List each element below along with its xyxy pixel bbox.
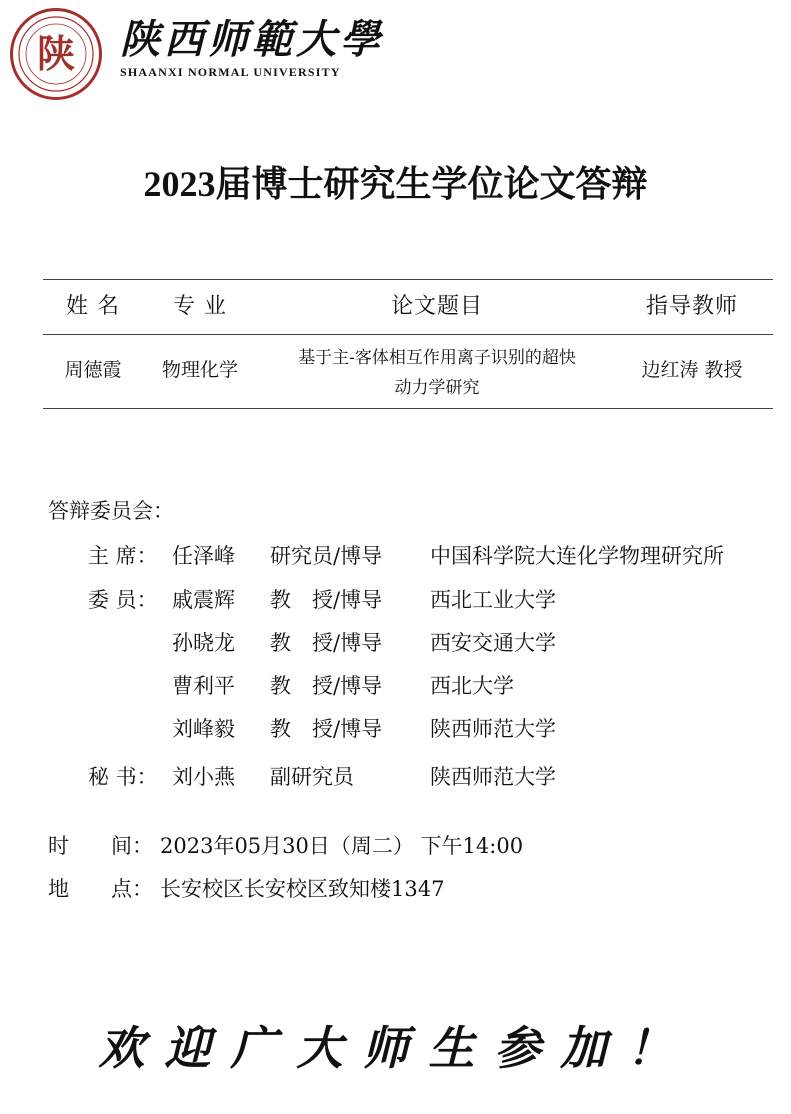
header-major: 专 业 (173, 294, 227, 319)
chair-role: 主 席： (88, 544, 158, 568)
cell-thesis-line1: 基于主-客体相互作用离子识别的超快 (298, 348, 576, 368)
table-bottom-rule (43, 408, 773, 409)
place-label: 地 点： (48, 877, 153, 901)
header-advisor: 指导教师 (645, 294, 738, 319)
university-name-en: SHAANXI NORMAL UNIVERSITY (120, 65, 341, 79)
member-title: 教 授/博导 (270, 631, 383, 655)
header-thesis-title: 论文题目 (390, 294, 483, 319)
members-role: 委 员： (88, 588, 158, 612)
member-name: 戚震辉 (172, 588, 235, 612)
member-org: 陕西师范大学 (430, 717, 556, 741)
member-org: 西北大学 (430, 674, 514, 698)
time-label: 时 间： (48, 834, 153, 858)
university-name-cn: 陕西师範大學 (120, 16, 384, 63)
time-value: 2023年05月30日（周二） 下午14:00 (160, 834, 524, 858)
table-top-rule (43, 279, 773, 280)
member-title: 教 授/博导 (270, 674, 383, 698)
member-title: 教 授/博导 (270, 588, 383, 612)
committee-heading: 答辩委员会： (48, 499, 174, 523)
member-name: 刘峰毅 (172, 717, 235, 741)
cell-advisor: 边红涛 教授 (641, 359, 743, 381)
chair-title: 研究员/博导 (270, 544, 383, 568)
member-title: 教 授/博导 (270, 717, 383, 741)
university-seal-logo (10, 8, 102, 100)
seal-character: 陕 (37, 31, 76, 76)
chair-org: 中国科学院大连化学物理研究所 (430, 544, 724, 568)
cell-major: 物理化学 (161, 359, 238, 381)
secretary-title: 副研究员 (270, 765, 354, 789)
member-name: 曹利平 (172, 674, 235, 698)
member-org: 西安交通大学 (430, 631, 556, 655)
page-title: 2023届博士研究生学位论文答辩 (143, 164, 648, 204)
secretary-role: 秘 书： (88, 765, 158, 789)
table-header-rule (43, 334, 773, 335)
secretary-org: 陕西师范大学 (430, 765, 556, 789)
header-name: 姓 名 (66, 294, 120, 319)
place-value: 长安校区长安校区致知楼1347 (160, 877, 445, 901)
member-org: 西北工业大学 (430, 588, 556, 612)
chair-name: 任泽峰 (172, 544, 235, 568)
cell-name: 周德霞 (64, 359, 122, 381)
member-name: 孙晓龙 (172, 631, 235, 655)
secretary-name: 刘小燕 (172, 765, 235, 789)
welcome-banner: 欢迎广大师生参加！ (98, 1021, 693, 1075)
cell-thesis-line2: 动力学研究 (394, 378, 480, 398)
